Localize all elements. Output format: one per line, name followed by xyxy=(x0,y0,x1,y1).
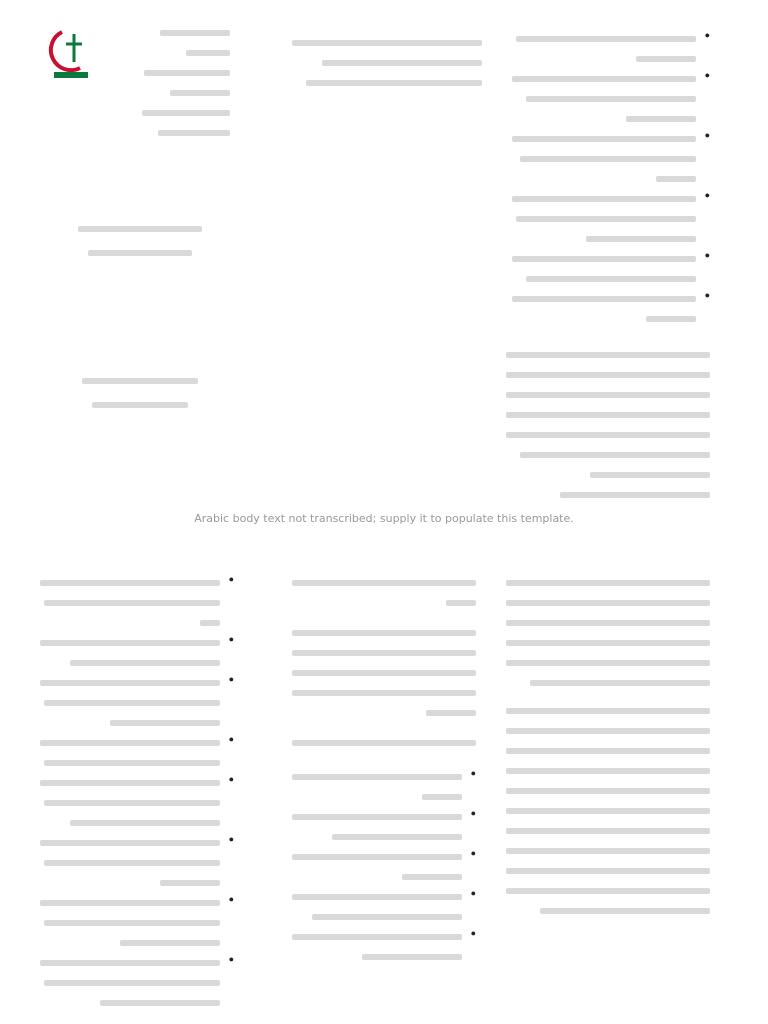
logo xyxy=(40,28,110,86)
cover-author xyxy=(60,378,220,426)
bottom-left-bullets xyxy=(44,580,234,1020)
cover-title xyxy=(60,226,220,274)
top-middle-paragraph xyxy=(290,40,482,100)
top-right-bullets xyxy=(512,36,710,336)
top-right-paragraph xyxy=(504,352,710,512)
ministry-of-health-logo-icon xyxy=(40,28,110,86)
note: Arabic body text not transcribed; supply it to populate this template. xyxy=(194,512,574,525)
bottom-right-paragraph xyxy=(504,580,710,928)
bottom-middle-content xyxy=(290,580,476,974)
header-block xyxy=(140,30,230,150)
